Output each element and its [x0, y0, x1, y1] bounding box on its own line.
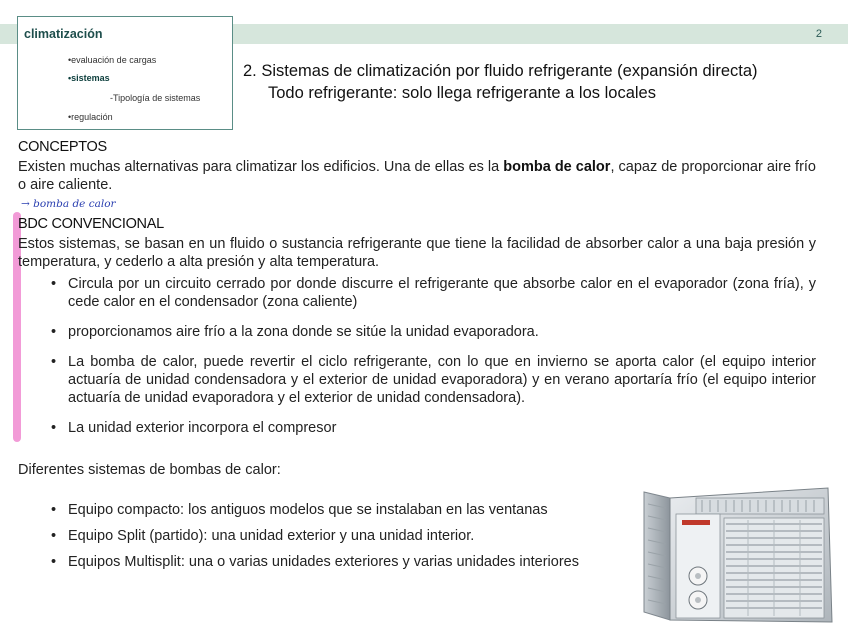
- sistemas-bullet: • Equipos Multisplit: una o varias unidades exteriores y varias unidades interiores: [48, 553, 816, 571]
- sistemas-bullet: • Equipo compacto: los antiguos modelos que se instalaban en las ventanas: [48, 501, 816, 519]
- page-number: 2: [815, 28, 822, 40]
- bdc-bullet-list: [48, 275, 816, 449]
- section-nav-box: [17, 16, 233, 130]
- bdc-bullet: • La bomba de calor, puede revertir el ciclo refrigerante, con lo que en invierno se aporta calor (el equipo interior actuaría de unidad condensadora y el exterior de unidad evaporadora) y en verano aportaría frío (el equipo interior actuaría de unidad evaporadora y el exterior de unidad condensadora).: [48, 353, 816, 407]
- bdc-heading: BDC CONVENCIONAL: [18, 216, 164, 232]
- conceptos-paragraph: [18, 158, 816, 194]
- window-air-conditioner-image: [640, 484, 836, 626]
- nav-item-sistemas: •sistemas: [68, 73, 110, 83]
- bdc-intro: Estos sistemas, se basan en un fluido o sustancia refrigerante que tiene la facilidad de absorber calor a una baja presión y temperatura, y cederlo a alta presión y alta temperatura.: [18, 236, 816, 270]
- sistemas-intro: Diferentes sistemas de bombas de calor:: [18, 462, 281, 478]
- nav-item-evaluacion: •evaluación de cargas: [68, 55, 157, 65]
- sistemas-bullet: • Equipo Split (partido): una unidad exterior y una unidad interior.: [48, 527, 816, 545]
- section-title: climatización: [24, 27, 103, 41]
- nav-item-tipologia: -Tipología de sistemas: [110, 93, 201, 103]
- bdc-bullet: • Circula por un circuito cerrado por donde discurre el refrigerante que absorbe calor en el evaporador (zona fría), y cede calor en el condensador (zona caliente): [48, 275, 816, 311]
- bdc-bullet: • proporcionamos aire frío a la zona donde se sitúe la unidad evaporadora.: [48, 323, 816, 341]
- conceptos-text-before: Existen muchas alternativas para climatizar los edificios. Una de ellas es la: [18, 159, 504, 175]
- slide-subtitle: Todo refrigerante: solo llega refrigerante a los locales: [268, 84, 656, 102]
- conceptos-text-after: , capaz de proporcionar aire frío o aire caliente.: [18, 159, 816, 193]
- conceptos-bold-term: bomba de calor: [503, 159, 611, 175]
- slide-title: 2. Sistemas de climatización por fluido refrigerante (expansión directa): [243, 62, 758, 80]
- bdc-bullet: • La unidad exterior incorpora el compresor: [48, 419, 816, 437]
- conceptos-heading: CONCEPTOS: [18, 139, 107, 155]
- handwritten-note: → bomba de calor: [21, 198, 116, 210]
- nav-item-regulacion: •regulación: [68, 112, 113, 122]
